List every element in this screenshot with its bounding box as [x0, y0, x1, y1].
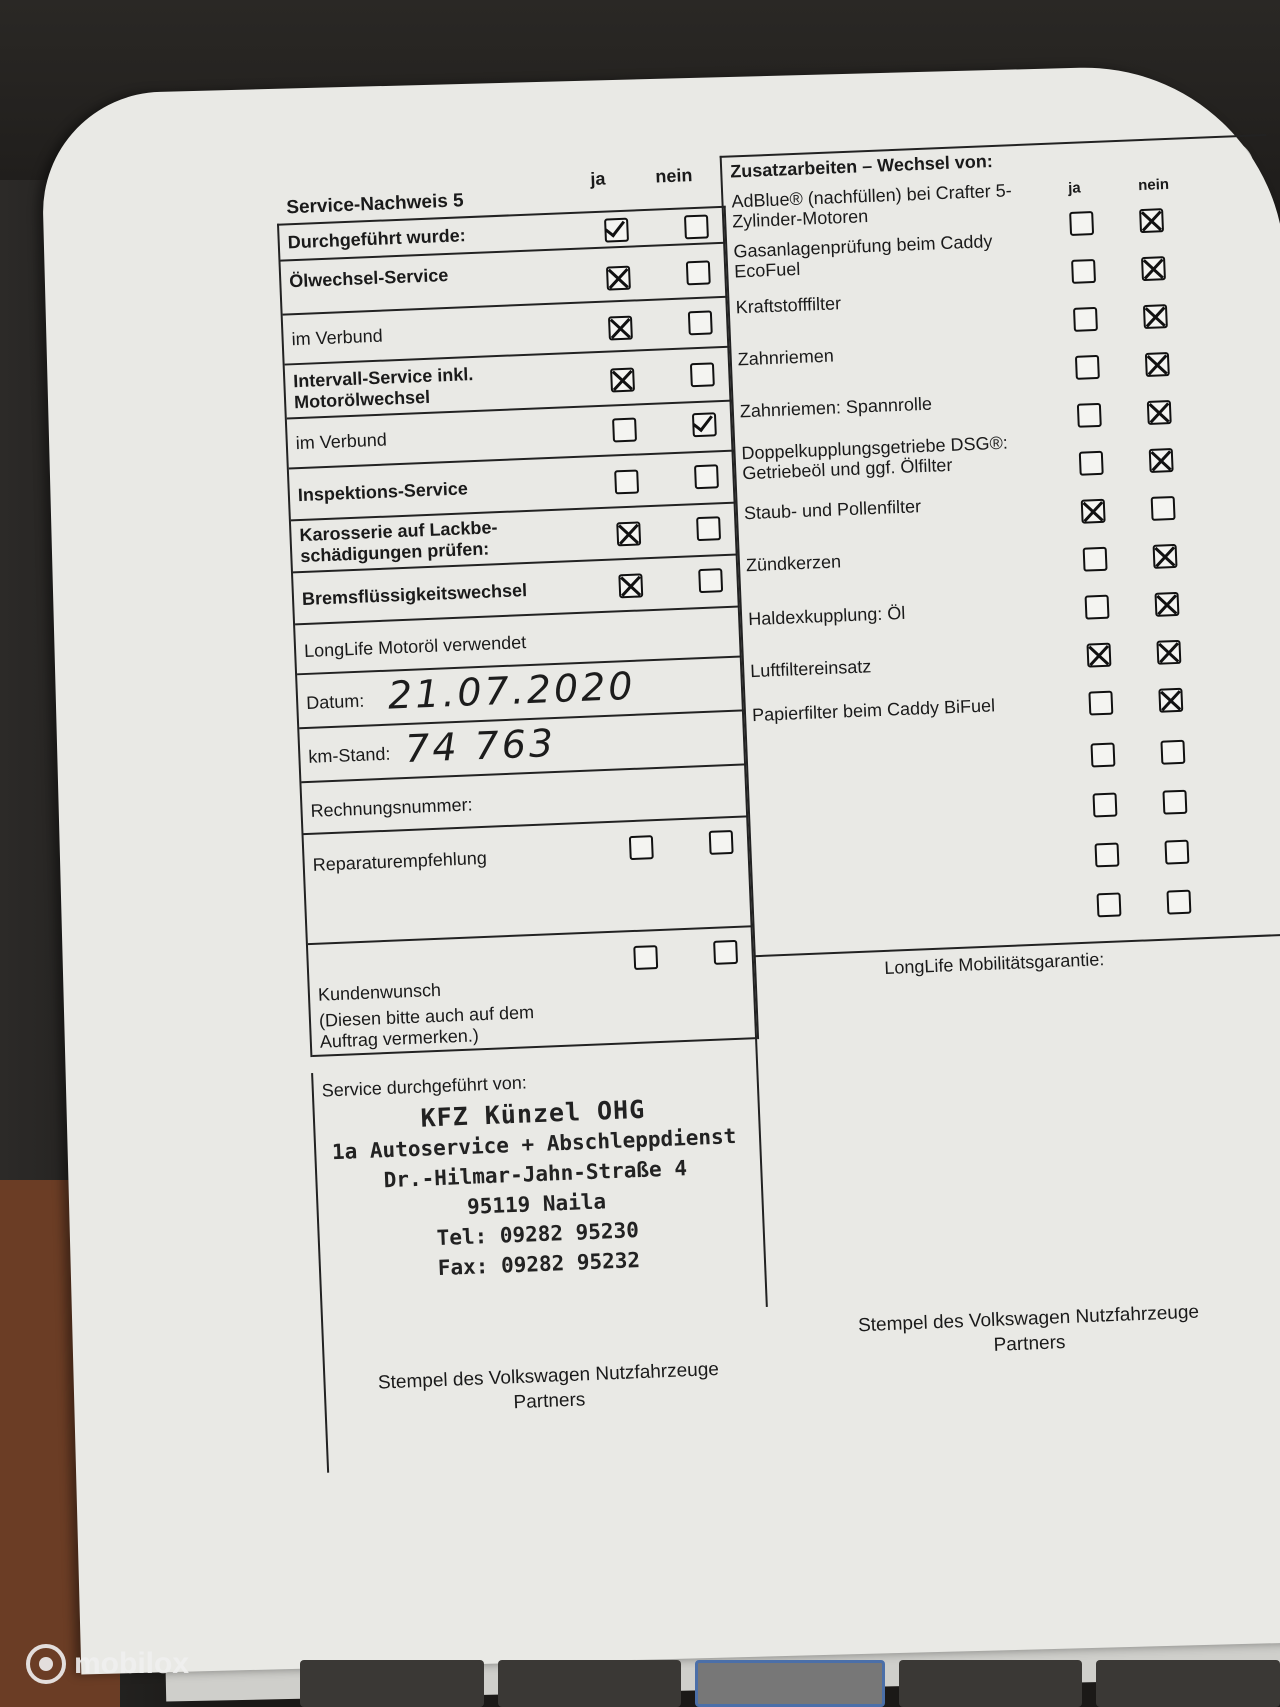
- checkbox-nein[interactable]: [1158, 688, 1183, 713]
- right-item: Luftfiltereinsatz: [749, 656, 872, 682]
- checkbox-ja[interactable]: [604, 218, 629, 243]
- row-label: Bremsflüssigkeitswechsel: [301, 580, 528, 610]
- col-ja-header: ja: [590, 168, 606, 190]
- thumbnail-strip: [300, 1660, 1280, 1707]
- checkbox-ja[interactable]: [616, 521, 641, 546]
- checkbox-ja[interactable]: [1093, 793, 1118, 818]
- checkbox-nein[interactable]: [1141, 256, 1166, 281]
- service-table: [277, 206, 759, 1057]
- checkbox-nein[interactable]: [694, 464, 719, 489]
- checkbox-nein[interactable]: [1151, 496, 1176, 521]
- stamp-line1: 1a Autoservice + Abschleppdienst: [331, 1124, 737, 1165]
- checkbox-nein[interactable]: [709, 830, 734, 855]
- mobilox-watermark: [26, 1644, 189, 1684]
- row-label: Karosserie auf Lackbe-schädigungen prüfen:: [299, 517, 498, 567]
- checkbox-nein[interactable]: [1160, 740, 1185, 765]
- row-label: im Verbund: [295, 429, 388, 454]
- right-item: Zahnriemen: Spannrolle: [739, 393, 933, 422]
- thumbnail[interactable]: [498, 1660, 682, 1707]
- service-by-label: Service durchgeführt von:: [321, 1072, 528, 1101]
- right-item: Staub- und Pollenfilter: [743, 496, 922, 524]
- checkbox-nein[interactable]: [698, 568, 723, 593]
- stamp-caption-right: Stempel des Volkswagen Nutzfahrzeuge Partners: [857, 1301, 1200, 1356]
- checkbox-nein[interactable]: [684, 214, 709, 239]
- checkbox-ja[interactable]: [618, 573, 643, 598]
- right-item: Zündkerzen: [745, 551, 842, 576]
- thumbnail[interactable]: [300, 1660, 484, 1707]
- kundenwunsch-label: Kundenwunsch: [317, 979, 442, 1005]
- checkbox-nein[interactable]: [688, 310, 713, 335]
- checkbox-nein[interactable]: [713, 940, 738, 965]
- checkbox-ja[interactable]: [1097, 892, 1122, 917]
- stamp-street: Dr.-Hilmar-Jahn-Straße 4: [383, 1156, 688, 1193]
- checkbox-nein[interactable]: [690, 362, 715, 387]
- checkbox-ja[interactable]: [629, 835, 654, 860]
- right-item: Haldexkupplung: Öl: [747, 602, 906, 630]
- checkbox-ja[interactable]: [1073, 307, 1098, 332]
- checkbox-nein[interactable]: [686, 260, 711, 285]
- row-label: Intervall-Service inkl. Motorölwechsel: [292, 364, 474, 413]
- checkbox-nein[interactable]: [1147, 400, 1172, 425]
- checkbox-nein[interactable]: [1155, 592, 1180, 617]
- col-nein-header: nein: [654, 165, 693, 187]
- rechnung-label: Rechnungsnummer:: [310, 794, 473, 821]
- checkbox-ja[interactable]: [608, 316, 633, 341]
- checkbox-nein[interactable]: [1156, 640, 1181, 665]
- checkbox-nein[interactable]: [1162, 790, 1187, 815]
- checkbox-nein[interactable]: [1149, 448, 1174, 473]
- checkbox-ja[interactable]: [1075, 355, 1100, 380]
- checkbox-ja[interactable]: [1079, 451, 1104, 476]
- checkbox-nein[interactable]: [1145, 352, 1170, 377]
- checkbox-ja[interactable]: [1077, 403, 1102, 428]
- thumbnail[interactable]: [899, 1660, 1083, 1707]
- checkbox-nein[interactable]: [1164, 840, 1189, 865]
- row-label: Ölwechsel-Service: [288, 264, 449, 292]
- km-value: 74 763: [404, 720, 557, 772]
- thumbnail-active[interactable]: [695, 1660, 885, 1707]
- checkbox-ja[interactable]: [1088, 691, 1113, 716]
- checkbox-ja[interactable]: [612, 418, 637, 443]
- right-item: Papierfilter beim Caddy BiFuel: [751, 695, 996, 726]
- stamp-caption-left: Stempel des Volkswagen Nutzfahrzeuge Partners: [377, 1358, 720, 1414]
- workshop-stamp: [322, 1091, 749, 1288]
- kundenwunsch-note: (Diesen bitte auch auf dem Auftrag vermerken.): [318, 1002, 535, 1052]
- km-label: km-Stand:: [308, 743, 391, 767]
- right-item: Doppelkupplungsgetriebe DSG®: Getriebeöl und ggf. Ölfilter: [741, 432, 1009, 484]
- right-header: Zusatzarbeiten – Wechsel von:: [729, 150, 994, 182]
- checkbox-nein[interactable]: [1143, 304, 1168, 329]
- checkbox-ja[interactable]: [610, 368, 635, 393]
- reparatur-label: Reparaturempfehlung: [312, 847, 488, 875]
- checkbox-nein[interactable]: [1139, 208, 1164, 233]
- service-form: [245, 134, 1280, 1414]
- right-item: Gasanlagenprüfung beim Caddy EcoFuel: [733, 231, 993, 282]
- longlife-label: LongLife Mobilitätsgarantie:: [883, 949, 1105, 978]
- stamp-tel: Tel: 09282 95230: [436, 1218, 640, 1251]
- right-col-nein: nein: [1137, 175, 1170, 195]
- mobilox-logo-icon: [26, 1644, 66, 1684]
- checkbox-ja[interactable]: [1081, 499, 1106, 524]
- datum-label: Datum:: [305, 690, 365, 713]
- checkbox-ja[interactable]: [1071, 259, 1096, 284]
- right-col-ja: ja: [1067, 179, 1082, 197]
- checkbox-ja[interactable]: [1095, 842, 1120, 867]
- form-title: Service-Nachweis 5: [285, 190, 465, 219]
- checkbox-ja[interactable]: [1083, 547, 1108, 572]
- watermark-text: mobilox: [74, 1647, 190, 1680]
- checkbox-ja[interactable]: [1086, 643, 1111, 668]
- right-item: Zahnriemen: [737, 345, 835, 370]
- checkbox-ja[interactable]: [1085, 595, 1110, 620]
- right-item: AdBlue® (nachfüllen) bei Crafter 5-Zylinder-Motoren: [731, 180, 1013, 232]
- checkbox-ja[interactable]: [1090, 743, 1115, 768]
- stamp-name: KFZ Künzel OHG: [420, 1094, 646, 1133]
- checkbox-ja[interactable]: [1069, 211, 1094, 236]
- right-item: Kraftstofffilter: [735, 293, 842, 318]
- row-kundenwunsch: [308, 927, 757, 1057]
- checkbox-ja[interactable]: [633, 945, 658, 970]
- stamp-fax: Fax: 09282 95232: [437, 1248, 641, 1281]
- checkbox-ja[interactable]: [606, 266, 631, 291]
- checkbox-ja[interactable]: [614, 469, 639, 494]
- checkbox-nein[interactable]: [1153, 544, 1178, 569]
- row-reparaturempfehlung: [304, 817, 753, 945]
- row-label: im Verbund: [291, 325, 384, 350]
- row-label: Inspektions-Service: [297, 478, 469, 506]
- thumbnail[interactable]: [1096, 1660, 1280, 1707]
- checkbox-nein[interactable]: [1166, 890, 1191, 915]
- datum-value: 21.07.2020: [387, 663, 637, 718]
- row-label: Durchgeführt wurde:: [287, 225, 466, 253]
- checkbox-nein[interactable]: [696, 516, 721, 541]
- row-label: LongLife Motoröl verwendet: [303, 632, 527, 662]
- stamp-city: 95119 Naila: [466, 1189, 607, 1219]
- checkbox-nein[interactable]: [692, 412, 717, 437]
- zusatzarbeiten-table: [720, 134, 1280, 1356]
